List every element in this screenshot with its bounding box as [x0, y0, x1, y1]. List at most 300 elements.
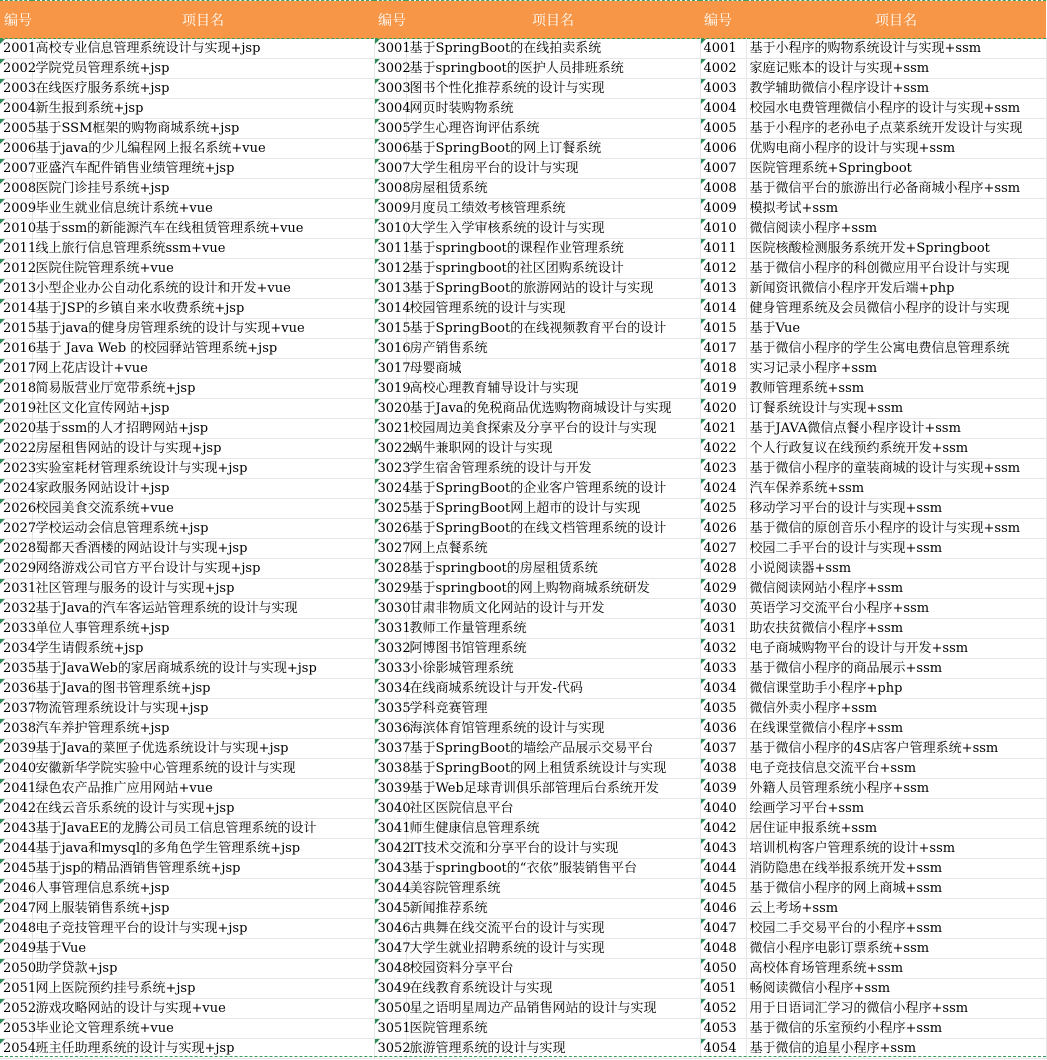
project-name-cell[interactable]: 基于SpringBoot的在线拍卖系统	[406, 39, 700, 59]
project-name-cell[interactable]: 网上点餐系统	[406, 539, 700, 559]
project-name-cell[interactable]: 在线教育系统设计与实现	[406, 979, 700, 999]
project-name-cell[interactable]: 基于SpringBoot的网上订餐系统	[406, 139, 700, 159]
id-cell[interactable]: 3001	[374, 39, 406, 59]
project-name-cell[interactable]: 基于微信小程序的4S店客户管理系统+ssm	[746, 739, 1046, 759]
project-name-cell[interactable]: 基于java和mysql的多角色学生管理系统+jsp	[32, 839, 374, 859]
project-name-cell[interactable]: 小型企业办公自动化系统的设计和开发+vue	[32, 279, 374, 299]
project-name-cell[interactable]: 基于java的少儿编程网上报名系统+vue	[32, 139, 374, 159]
id-cell[interactable]: 4007	[700, 159, 746, 179]
id-cell[interactable]: 4042	[700, 819, 746, 839]
project-name-cell[interactable]: 房产销售系统	[406, 339, 700, 359]
id-cell[interactable]: 2026	[0, 499, 32, 519]
id-cell[interactable]: 4005	[700, 119, 746, 139]
id-cell[interactable]: 4036	[700, 719, 746, 739]
id-cell[interactable]: 3013	[374, 279, 406, 299]
project-name-cell[interactable]: 大学生入学审核系统的设计与实现	[406, 219, 700, 239]
id-cell[interactable]: 4048	[700, 939, 746, 959]
id-cell[interactable]: 3052	[374, 1039, 406, 1059]
id-cell[interactable]: 4018	[700, 359, 746, 379]
project-name-cell[interactable]: 蜗牛兼职网的设计与实现	[406, 439, 700, 459]
project-name-cell[interactable]: 微信阅读小程序+ssm	[746, 219, 1046, 239]
id-cell[interactable]: 2042	[0, 799, 32, 819]
project-name-cell[interactable]: 基于微信的原创音乐小程序的设计与实现+ssm	[746, 519, 1046, 539]
id-cell[interactable]: 2033	[0, 619, 32, 639]
project-name-cell[interactable]: 助学贷款+jsp	[32, 959, 374, 979]
id-cell[interactable]: 4040	[700, 799, 746, 819]
id-cell[interactable]: 2020	[0, 419, 32, 439]
project-name-cell[interactable]: 班主任助理系统的设计与实现+jsp	[32, 1039, 374, 1059]
id-cell[interactable]: 4023	[700, 459, 746, 479]
id-cell[interactable]: 3008	[374, 179, 406, 199]
project-name-cell[interactable]: 基于JavaEE的龙腾公司员工信息管理系统的设计	[32, 819, 374, 839]
project-name-cell[interactable]: 基于微信小程序的科创微应用平台设计与实现	[746, 259, 1046, 279]
project-name-cell[interactable]: 移动学习平台的设计与实现+ssm	[746, 499, 1046, 519]
id-cell[interactable]: 2045	[0, 859, 32, 879]
project-name-cell[interactable]: 基于ssm的新能源汽车在线租赁管理系统+vue	[32, 219, 374, 239]
project-name-cell[interactable]: 居住证申报系统+ssm	[746, 819, 1046, 839]
id-cell[interactable]: 4008	[700, 179, 746, 199]
id-cell[interactable]: 4022	[700, 439, 746, 459]
id-cell[interactable]: 2049	[0, 939, 32, 959]
id-cell[interactable]: 4050	[700, 959, 746, 979]
id-cell[interactable]: 3034	[374, 679, 406, 699]
project-name-cell[interactable]: 高校体育场管理系统+ssm	[746, 959, 1046, 979]
project-name-cell[interactable]: 消防隐患在线举报系统开发+ssm	[746, 859, 1046, 879]
id-cell[interactable]: 2016	[0, 339, 32, 359]
project-name-cell[interactable]: 用于日语词汇学习的微信小程序+ssm	[746, 999, 1046, 1019]
id-cell[interactable]: 4014	[700, 299, 746, 319]
id-cell[interactable]: 4046	[700, 899, 746, 919]
id-cell[interactable]: 3010	[374, 219, 406, 239]
id-cell[interactable]: 3015	[374, 319, 406, 339]
id-cell[interactable]: 2048	[0, 919, 32, 939]
project-name-cell[interactable]: 基于Java的汽车客运站管理系统的设计与实现	[32, 599, 374, 619]
id-cell[interactable]: 3039	[374, 779, 406, 799]
id-cell[interactable]: 4047	[700, 919, 746, 939]
project-name-cell[interactable]: 家政服务网站设计+jsp	[32, 479, 374, 499]
project-name-cell[interactable]: 基于springboot的网上购物商城系统研发	[406, 579, 700, 599]
id-cell[interactable]: 2037	[0, 699, 32, 719]
project-name-cell[interactable]: 毕业论文管理系统+vue	[32, 1019, 374, 1039]
project-name-cell[interactable]: 电子商城购物平台的设计与开发+ssm	[746, 639, 1046, 659]
project-name-cell[interactable]: 基于SpringBoot的企业客户管理系统的设计	[406, 479, 700, 499]
id-cell[interactable]: 4035	[700, 699, 746, 719]
id-cell[interactable]: 2038	[0, 719, 32, 739]
project-name-cell[interactable]: 星之语明星周边产品销售网站的设计与实现	[406, 999, 700, 1019]
project-name-cell[interactable]: 新生报到系统+jsp	[32, 99, 374, 119]
project-name-cell[interactable]: 线上旅行信息管理系统ssm+vue	[32, 239, 374, 259]
project-name-cell[interactable]: 基于Vue	[32, 939, 374, 959]
id-cell[interactable]: 4004	[700, 99, 746, 119]
id-cell[interactable]: 2031	[0, 579, 32, 599]
id-cell[interactable]: 3023	[374, 459, 406, 479]
id-cell[interactable]: 4010	[700, 219, 746, 239]
id-cell[interactable]: 3003	[374, 79, 406, 99]
project-name-cell[interactable]: 基于SpringBoot的在线视频教育平台的设计	[406, 319, 700, 339]
id-cell[interactable]: 4033	[700, 659, 746, 679]
project-name-cell[interactable]: 校园周边美食探索及分享平台的设计与实现	[406, 419, 700, 439]
id-cell[interactable]: 2019	[0, 399, 32, 419]
id-cell[interactable]: 2010	[0, 219, 32, 239]
id-cell[interactable]: 2015	[0, 319, 32, 339]
project-name-cell[interactable]: 古典舞在线交流平台的设计与实现	[406, 919, 700, 939]
project-name-cell[interactable]: 基于SpringBoot的在线文档管理系统的设计	[406, 519, 700, 539]
project-name-cell[interactable]: 人事管理信息系统+jsp	[32, 879, 374, 899]
id-cell[interactable]: 3044	[374, 879, 406, 899]
id-cell[interactable]: 4001	[700, 39, 746, 59]
id-cell[interactable]: 4013	[700, 279, 746, 299]
project-name-cell[interactable]: 学生宿舍管理系统的设计与开发	[406, 459, 700, 479]
project-name-cell[interactable]: 订餐系统设计与实现+ssm	[746, 399, 1046, 419]
project-name-cell[interactable]: 简易版营业厅宽带系统+jsp	[32, 379, 374, 399]
id-cell[interactable]: 2035	[0, 659, 32, 679]
project-name-cell[interactable]: 基于 Java Web 的校园驿站管理系统+jsp	[32, 339, 374, 359]
id-cell[interactable]: 3014	[374, 299, 406, 319]
id-cell[interactable]: 2014	[0, 299, 32, 319]
id-cell[interactable]: 3026	[374, 519, 406, 539]
id-cell[interactable]: 3002	[374, 59, 406, 79]
project-name-cell[interactable]: 微信课堂助手小程序+php	[746, 679, 1046, 699]
project-name-cell[interactable]: 基于JAVA微信点餐小程序设计+ssm	[746, 419, 1046, 439]
project-name-cell[interactable]: 实验室耗材管理系统设计与实现+jsp	[32, 459, 374, 479]
id-cell[interactable]: 3027	[374, 539, 406, 559]
id-cell[interactable]: 3005	[374, 119, 406, 139]
id-cell[interactable]: 2009	[0, 199, 32, 219]
project-name-cell[interactable]: 高校心理教育辅导设计与实现	[406, 379, 700, 399]
project-name-cell[interactable]: 学科竞赛管理	[406, 699, 700, 719]
id-cell[interactable]: 2002	[0, 59, 32, 79]
id-cell[interactable]: 3004	[374, 99, 406, 119]
id-cell[interactable]: 2008	[0, 179, 32, 199]
id-cell[interactable]: 4006	[700, 139, 746, 159]
header-id-3[interactable]: 编号	[700, 1, 746, 39]
id-cell[interactable]: 2032	[0, 599, 32, 619]
project-name-cell[interactable]: 网上服装销售系统+jsp	[32, 899, 374, 919]
id-cell[interactable]: 2027	[0, 519, 32, 539]
project-name-cell[interactable]: 电子竞技管理平台的设计与实现+jsp	[32, 919, 374, 939]
project-name-cell[interactable]: 云上考场+ssm	[746, 899, 1046, 919]
project-name-cell[interactable]: 基于Web足球青训俱乐部管理后台系统开发	[406, 779, 700, 799]
project-name-cell[interactable]: 基于ssm的人才招聘网站+jsp	[32, 419, 374, 439]
id-cell[interactable]: 4037	[700, 739, 746, 759]
id-cell[interactable]: 3041	[374, 819, 406, 839]
project-name-cell[interactable]: 社区管理与服务的设计与实现+jsp	[32, 579, 374, 599]
project-name-cell[interactable]: 蜀都天香酒楼的网站设计与实现+jsp	[32, 539, 374, 559]
id-cell[interactable]: 3031	[374, 619, 406, 639]
id-cell[interactable]: 4015	[700, 319, 746, 339]
project-name-cell[interactable]: 在线课堂微信小程序+ssm	[746, 719, 1046, 739]
project-name-cell[interactable]: 基于springboot的医护人员排班系统	[406, 59, 700, 79]
project-name-cell[interactable]: 教师工作量管理系统	[406, 619, 700, 639]
project-name-cell[interactable]: 校园二手交易平台的小程序+ssm	[746, 919, 1046, 939]
id-cell[interactable]: 2050	[0, 959, 32, 979]
project-name-cell[interactable]: 基于springboot的课程作业管理系统	[406, 239, 700, 259]
project-name-cell[interactable]: 教师管理系统+ssm	[746, 379, 1046, 399]
id-cell[interactable]: 4030	[700, 599, 746, 619]
id-cell[interactable]: 3028	[374, 559, 406, 579]
project-name-cell[interactable]: 师生健康信息管理系统	[406, 819, 700, 839]
id-cell[interactable]: 4027	[700, 539, 746, 559]
project-name-cell[interactable]: 校园水电费管理微信小程序的设计与实现+ssm	[746, 99, 1046, 119]
project-name-cell[interactable]: 新闻资讯微信小程序开发后端+php	[746, 279, 1046, 299]
id-cell[interactable]: 2001	[0, 39, 32, 59]
id-cell[interactable]: 4026	[700, 519, 746, 539]
project-name-cell[interactable]: 甘肃非物质文化网站的设计与开发	[406, 599, 700, 619]
id-cell[interactable]: 3022	[374, 439, 406, 459]
id-cell[interactable]: 2011	[0, 239, 32, 259]
project-name-cell[interactable]: 医院住院管理系统+vue	[32, 259, 374, 279]
project-name-cell[interactable]: 模拟考试+ssm	[746, 199, 1046, 219]
id-cell[interactable]: 2018	[0, 379, 32, 399]
id-cell[interactable]: 2051	[0, 979, 32, 999]
project-name-cell[interactable]: 个人行政复议在线预约系统开发+ssm	[746, 439, 1046, 459]
project-name-cell[interactable]: 健身管理系统及会员微信小程序的设计与实现	[746, 299, 1046, 319]
project-name-cell[interactable]: 基于微信的乐室预约小程序+ssm	[746, 1019, 1046, 1039]
project-name-cell[interactable]: IT技术交流和分享平台的设计与实现	[406, 839, 700, 859]
project-name-cell[interactable]: 基于springboot的社区团购系统设计	[406, 259, 700, 279]
id-cell[interactable]: 4003	[700, 79, 746, 99]
id-cell[interactable]: 4011	[700, 239, 746, 259]
project-name-cell[interactable]: 基于JSP的乡镇自来水收费系统+jsp	[32, 299, 374, 319]
project-name-cell[interactable]: 基于Java的图书管理系统+jsp	[32, 679, 374, 699]
project-name-cell[interactable]: 在线云音乐系统的设计与实现+jsp	[32, 799, 374, 819]
id-cell[interactable]: 3016	[374, 339, 406, 359]
project-name-cell[interactable]: 图书个性化推荐系统的设计与实现	[406, 79, 700, 99]
id-cell[interactable]: 4021	[700, 419, 746, 439]
id-cell[interactable]: 2053	[0, 1019, 32, 1039]
id-cell[interactable]: 3025	[374, 499, 406, 519]
project-name-cell[interactable]: 旅游管理系统的设计与实现	[406, 1039, 700, 1059]
project-name-cell[interactable]: 基于小程序的老孙电子点菜系统开发设计与实现	[746, 119, 1046, 139]
project-name-cell[interactable]: 基于SpringBoot的墙绘产品展示交易平台	[406, 739, 700, 759]
project-name-cell[interactable]: 房屋租赁系统	[406, 179, 700, 199]
project-name-cell[interactable]: 汽车保养系统+ssm	[746, 479, 1046, 499]
id-cell[interactable]: 3024	[374, 479, 406, 499]
id-cell[interactable]: 2034	[0, 639, 32, 659]
project-name-cell[interactable]: 校园资料分享平台	[406, 959, 700, 979]
id-cell[interactable]: 2006	[0, 139, 32, 159]
id-cell[interactable]: 3029	[374, 579, 406, 599]
project-name-cell[interactable]: 校园管理系统的设计与实现	[406, 299, 700, 319]
project-name-cell[interactable]: 助农扶贫微信小程序+ssm	[746, 619, 1046, 639]
project-name-cell[interactable]: 基于微信的追星小程序+ssm	[746, 1039, 1046, 1059]
id-cell[interactable]: 3006	[374, 139, 406, 159]
project-name-cell[interactable]: 基于JavaWeb的家居商城系统的设计与实现+jsp	[32, 659, 374, 679]
project-name-cell[interactable]: 基于springboot的房屋租赁系统	[406, 559, 700, 579]
id-cell[interactable]: 2054	[0, 1039, 32, 1059]
id-cell[interactable]: 2013	[0, 279, 32, 299]
project-name-cell[interactable]: 游戏攻略网站的设计与实现+vue	[32, 999, 374, 1019]
project-name-cell[interactable]: 校园二手平台的设计与实现+ssm	[746, 539, 1046, 559]
project-name-cell[interactable]: 基于微信小程序的童装商城的设计与实现+ssm	[746, 459, 1046, 479]
project-name-cell[interactable]: 医院管理系统	[406, 1019, 700, 1039]
id-cell[interactable]: 3036	[374, 719, 406, 739]
project-name-cell[interactable]: 医院门诊挂号系统+jsp	[32, 179, 374, 199]
id-cell[interactable]: 3032	[374, 639, 406, 659]
id-cell[interactable]: 4031	[700, 619, 746, 639]
project-name-cell[interactable]: 房屋租售网站的设计与实现+jsp	[32, 439, 374, 459]
project-name-cell[interactable]: 阿博图书馆管理系统	[406, 639, 700, 659]
id-cell[interactable]: 2036	[0, 679, 32, 699]
project-name-cell[interactable]: 家庭记账本的设计与实现+ssm	[746, 59, 1046, 79]
project-name-cell[interactable]: 绿色农产品推广应用网站+vue	[32, 779, 374, 799]
id-cell[interactable]: 2029	[0, 559, 32, 579]
project-name-cell[interactable]: 网上花店设计+vue	[32, 359, 374, 379]
id-cell[interactable]: 3038	[374, 759, 406, 779]
project-name-cell[interactable]: 优购电商小程序的设计与实现+ssm	[746, 139, 1046, 159]
project-name-cell[interactable]: 基于jsp的精品酒销售管理系统+jsp	[32, 859, 374, 879]
id-cell[interactable]: 4032	[700, 639, 746, 659]
id-cell[interactable]: 2005	[0, 119, 32, 139]
project-name-cell[interactable]: 基于Java的免税商品优选购物商城设计与实现	[406, 399, 700, 419]
id-cell[interactable]: 2004	[0, 99, 32, 119]
id-cell[interactable]: 4053	[700, 1019, 746, 1039]
id-cell[interactable]: 4017	[700, 339, 746, 359]
id-cell[interactable]: 3046	[374, 919, 406, 939]
project-name-cell[interactable]: 网络游戏公司官方平台设计与实现+jsp	[32, 559, 374, 579]
header-name-2[interactable]: 项目名	[406, 1, 700, 39]
id-cell[interactable]: 2012	[0, 259, 32, 279]
id-cell[interactable]: 2023	[0, 459, 32, 479]
project-name-cell[interactable]: 在线商城系统设计与开发-代码	[406, 679, 700, 699]
project-name-cell[interactable]: 学校运动会信息管理系统+jsp	[32, 519, 374, 539]
project-name-cell[interactable]: 教学辅助微信小程序设计+ssm	[746, 79, 1046, 99]
project-name-cell[interactable]: 微信外卖小程序+ssm	[746, 699, 1046, 719]
id-cell[interactable]: 3033	[374, 659, 406, 679]
project-name-cell[interactable]: 安徽新华学院实验中心管理系统的设计与实现	[32, 759, 374, 779]
id-cell[interactable]: 2039	[0, 739, 32, 759]
project-name-cell[interactable]: 基于SpringBoot的网上租赁系统设计与实现	[406, 759, 700, 779]
id-cell[interactable]: 4044	[700, 859, 746, 879]
id-cell[interactable]: 3009	[374, 199, 406, 219]
project-name-cell[interactable]: 毕业生就业信息统计系统+vue	[32, 199, 374, 219]
project-name-cell[interactable]: 高校专业信息管理系统设计与实现+jsp	[32, 39, 374, 59]
id-cell[interactable]: 4029	[700, 579, 746, 599]
project-name-cell[interactable]: 校园美食交流系统+vue	[32, 499, 374, 519]
id-cell[interactable]: 3051	[374, 1019, 406, 1039]
id-cell[interactable]: 3011	[374, 239, 406, 259]
id-cell[interactable]: 2028	[0, 539, 32, 559]
project-name-cell[interactable]: 小徐影城管理系统	[406, 659, 700, 679]
header-name-1[interactable]: 项目名	[32, 1, 374, 39]
id-cell[interactable]: 3012	[374, 259, 406, 279]
project-name-cell[interactable]: 学院党员管理系统+jsp	[32, 59, 374, 79]
id-cell[interactable]: 4039	[700, 779, 746, 799]
project-name-cell[interactable]: 培训机构客户管理系统的设计+ssm	[746, 839, 1046, 859]
project-name-cell[interactable]: 物流管理系统设计与实现+jsp	[32, 699, 374, 719]
project-name-cell[interactable]: 小说阅读器+ssm	[746, 559, 1046, 579]
project-name-cell[interactable]: 绘画学习平台+ssm	[746, 799, 1046, 819]
project-name-cell[interactable]: 学生请假系统+jsp	[32, 639, 374, 659]
id-cell[interactable]: 3047	[374, 939, 406, 959]
id-cell[interactable]: 4028	[700, 559, 746, 579]
project-name-cell[interactable]: 基于微信小程序的学生公寓电费信息管理系统	[746, 339, 1046, 359]
id-cell[interactable]: 2040	[0, 759, 32, 779]
id-cell[interactable]: 4043	[700, 839, 746, 859]
id-cell[interactable]: 3017	[374, 359, 406, 379]
project-name-cell[interactable]: 社区医院信息平台	[406, 799, 700, 819]
id-cell[interactable]: 4025	[700, 499, 746, 519]
id-cell[interactable]: 2046	[0, 879, 32, 899]
id-cell[interactable]: 3007	[374, 159, 406, 179]
id-cell[interactable]: 3035	[374, 699, 406, 719]
id-cell[interactable]: 3040	[374, 799, 406, 819]
project-name-cell[interactable]: 外籍人员管理系统小程序+ssm	[746, 779, 1046, 799]
id-cell[interactable]: 2041	[0, 779, 32, 799]
project-name-cell[interactable]: 大学生租房平台的设计与实现	[406, 159, 700, 179]
project-name-cell[interactable]: 单位人事管理系统+jsp	[32, 619, 374, 639]
id-cell[interactable]: 4020	[700, 399, 746, 419]
project-name-cell[interactable]: 大学生就业招聘系统的设计与实现	[406, 939, 700, 959]
id-cell[interactable]: 4051	[700, 979, 746, 999]
project-name-cell[interactable]: 海滨体育馆管理系统的设计与实现	[406, 719, 700, 739]
project-name-cell[interactable]: 亚盛汽车配件销售业绩管理统+jsp	[32, 159, 374, 179]
project-name-cell[interactable]: 微信小程序电影订票系统+ssm	[746, 939, 1046, 959]
project-name-cell[interactable]: 汽车养护管理系统+jsp	[32, 719, 374, 739]
id-cell[interactable]: 4009	[700, 199, 746, 219]
project-name-cell[interactable]: 医院核酸检测服务系统开发+Springboot	[746, 239, 1046, 259]
project-name-cell[interactable]: 基于微信平台的旅游出行必备商城小程序+ssm	[746, 179, 1046, 199]
header-id-2[interactable]: 编号	[374, 1, 406, 39]
project-name-cell[interactable]: 月度员工绩效考核管理系统	[406, 199, 700, 219]
id-cell[interactable]: 2047	[0, 899, 32, 919]
project-name-cell[interactable]: 网上医院预约挂号系统+jsp	[32, 979, 374, 999]
project-name-cell[interactable]: 基于小程序的购物系统设计与实现+ssm	[746, 39, 1046, 59]
project-name-cell[interactable]: 基于SSM框架的购物商城系统+jsp	[32, 119, 374, 139]
id-cell[interactable]: 3019	[374, 379, 406, 399]
id-cell[interactable]: 4054	[700, 1039, 746, 1059]
project-name-cell[interactable]: 在线医疗服务系统+jsp	[32, 79, 374, 99]
header-id-1[interactable]: 编号	[0, 1, 32, 39]
project-name-cell[interactable]: 医院管理系统+Springboot	[746, 159, 1046, 179]
id-cell[interactable]: 2017	[0, 359, 32, 379]
id-cell[interactable]: 3042	[374, 839, 406, 859]
project-name-cell[interactable]: 畅阅读微信小程序+ssm	[746, 979, 1046, 999]
project-name-cell[interactable]: 基于SpringBoot的旅游网站的设计与实现	[406, 279, 700, 299]
id-cell[interactable]: 4002	[700, 59, 746, 79]
project-name-cell[interactable]: 学生心理咨询评估系统	[406, 119, 700, 139]
id-cell[interactable]: 3030	[374, 599, 406, 619]
id-cell[interactable]: 4012	[700, 259, 746, 279]
project-name-cell[interactable]: 母婴商城	[406, 359, 700, 379]
id-cell[interactable]: 3020	[374, 399, 406, 419]
project-name-cell[interactable]: 电子竞技信息交流平台+ssm	[746, 759, 1046, 779]
project-name-cell[interactable]: 基于Java的菜匣子优选系统设计与实现+jsp	[32, 739, 374, 759]
id-cell[interactable]: 4052	[700, 999, 746, 1019]
id-cell[interactable]: 3048	[374, 959, 406, 979]
id-cell[interactable]: 2044	[0, 839, 32, 859]
project-name-cell[interactable]: 基于Vue	[746, 319, 1046, 339]
project-name-cell[interactable]: 英语学习交流平台小程序+ssm	[746, 599, 1046, 619]
id-cell[interactable]: 2052	[0, 999, 32, 1019]
id-cell[interactable]: 2043	[0, 819, 32, 839]
id-cell[interactable]: 4034	[700, 679, 746, 699]
project-name-cell[interactable]: 网页时装购物系统	[406, 99, 700, 119]
project-name-cell[interactable]: 微信阅读网站小程序+ssm	[746, 579, 1046, 599]
project-name-cell[interactable]: 基于微信小程序的商品展示+ssm	[746, 659, 1046, 679]
id-cell[interactable]: 3049	[374, 979, 406, 999]
id-cell[interactable]: 3045	[374, 899, 406, 919]
project-name-cell[interactable]: 基于java的健身房管理系统的设计与实现+vue	[32, 319, 374, 339]
id-cell[interactable]: 4038	[700, 759, 746, 779]
id-cell[interactable]: 3050	[374, 999, 406, 1019]
id-cell[interactable]: 4024	[700, 479, 746, 499]
id-cell[interactable]: 3021	[374, 419, 406, 439]
project-name-cell[interactable]: 社区文化宣传网站+jsp	[32, 399, 374, 419]
id-cell[interactable]: 2024	[0, 479, 32, 499]
id-cell[interactable]: 2007	[0, 159, 32, 179]
id-cell[interactable]: 3043	[374, 859, 406, 879]
